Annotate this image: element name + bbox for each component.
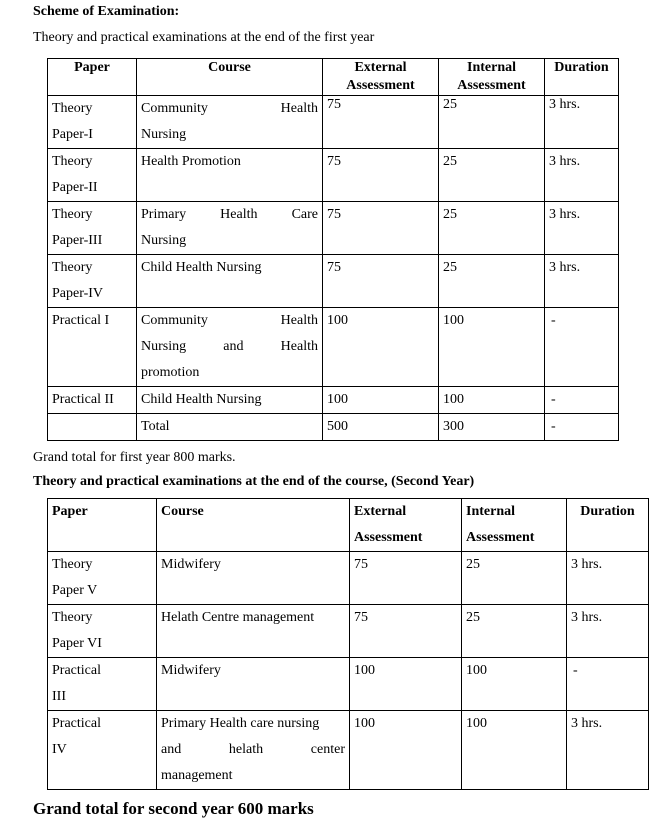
header-external: External Assessment (350, 499, 462, 552)
header-external: External Assessment (323, 59, 439, 96)
table-row (48, 387, 619, 414)
paper-cell: Theory Paper-III (48, 202, 137, 255)
second-year-table (47, 498, 649, 790)
header-course: Course (157, 499, 350, 552)
header-paper: Paper (48, 499, 157, 552)
table-row (48, 202, 619, 255)
paper-cell: Theory Paper-IV (48, 255, 137, 308)
external-cell: 100 (323, 387, 439, 414)
paper-cell (48, 414, 137, 441)
course-cell: Primary Health Care Nursing (137, 202, 323, 255)
table-row (48, 96, 619, 149)
table-header-row (48, 499, 649, 552)
first-year-table (47, 58, 619, 441)
duration-cell: - (545, 387, 619, 414)
internal-cell: 25 (439, 202, 545, 255)
duration-cell: - (545, 414, 619, 441)
internal-cell: 25 (462, 605, 567, 658)
course-cell: Midwifery (157, 552, 350, 605)
internal-cell: 100 (462, 711, 567, 790)
duration-cell: - (567, 658, 649, 711)
table-row (48, 149, 619, 202)
paper-cell: Theory Paper-I (48, 96, 137, 149)
course-cell: Child Health Nursing (137, 255, 323, 308)
external-cell: 75 (323, 149, 439, 202)
duration-cell: - (545, 308, 619, 387)
header-duration: Duration (567, 499, 649, 552)
external-cell: 75 (323, 96, 439, 149)
internal-cell: 100 (462, 658, 567, 711)
course-cell: Total (137, 414, 323, 441)
external-cell: 100 (350, 711, 462, 790)
paper-cell: Theory Paper V (48, 552, 157, 605)
internal-cell: 300 (439, 414, 545, 441)
course-cell: Helath Centre management (157, 605, 350, 658)
external-cell: 100 (323, 308, 439, 387)
course-cell: Midwifery (157, 658, 350, 711)
internal-cell: 25 (462, 552, 567, 605)
table-row (48, 605, 649, 658)
second-year-caption: Theory and practical examinations at the end of the course, (Second Year) (33, 474, 475, 489)
external-cell: 75 (350, 605, 462, 658)
total-row (48, 414, 619, 441)
second-year-grand-total: Grand total for second year 600 marks (33, 799, 314, 818)
course-cell: Community Health Nursing and Health promotion (137, 308, 323, 387)
duration-cell: 3 hrs. (567, 605, 649, 658)
internal-cell: 100 (439, 387, 545, 414)
paper-cell: Practical III (48, 658, 157, 711)
table-row (48, 255, 619, 308)
internal-cell: 100 (439, 308, 545, 387)
internal-cell: 25 (439, 255, 545, 308)
paper-cell: Practical II (48, 387, 137, 414)
page-heading: Scheme of Examination: (33, 4, 180, 19)
paper-cell: Practical IV (48, 711, 157, 790)
header-internal: Internal Assessment (439, 59, 545, 96)
duration-cell: 3 hrs. (545, 202, 619, 255)
course-cell: Health Promotion (137, 149, 323, 202)
header-paper: Paper (48, 59, 137, 96)
internal-cell: 25 (439, 149, 545, 202)
first-year-caption: Theory and practical examinations at the end of the first year (33, 30, 375, 45)
course-cell: Community Health Nursing (137, 96, 323, 149)
duration-cell: 3 hrs. (545, 255, 619, 308)
external-cell: 75 (323, 255, 439, 308)
paper-cell: Theory Paper VI (48, 605, 157, 658)
table-header-row (48, 59, 619, 96)
header-course: Course (137, 59, 323, 96)
header-internal: Internal Assessment (462, 499, 567, 552)
table-row (48, 711, 649, 790)
first-year-grand-total: Grand total for first year 800 marks. (33, 450, 236, 465)
external-cell: 100 (350, 658, 462, 711)
table-row (48, 552, 649, 605)
course-cell: Child Health Nursing (137, 387, 323, 414)
header-duration: Duration (545, 59, 619, 96)
table-row (48, 308, 619, 387)
duration-cell: 3 hrs. (545, 96, 619, 149)
duration-cell: 3 hrs. (545, 149, 619, 202)
paper-cell: Practical I (48, 308, 137, 387)
internal-cell: 25 (439, 96, 545, 149)
duration-cell: 3 hrs. (567, 711, 649, 790)
duration-cell: 3 hrs. (567, 552, 649, 605)
course-cell: Primary Health care nursing and helath center management (157, 711, 350, 790)
external-cell: 500 (323, 414, 439, 441)
external-cell: 75 (350, 552, 462, 605)
external-cell: 75 (323, 202, 439, 255)
table-row (48, 658, 649, 711)
paper-cell: Theory Paper-II (48, 149, 137, 202)
